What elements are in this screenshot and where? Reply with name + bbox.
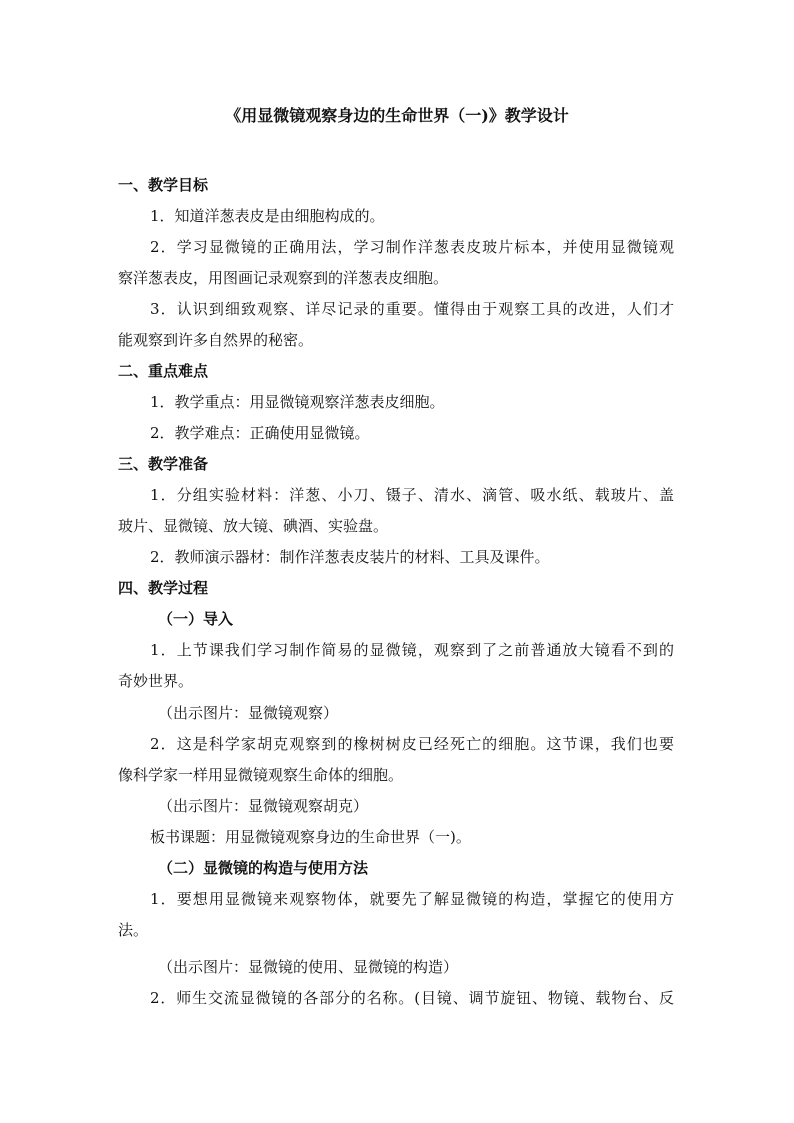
section-heading-process: 四、教学过程 — [118, 579, 209, 597]
paragraph-line: （出示图片：显微镜观察） — [158, 704, 339, 722]
paragraph-line: 2．教师演示器材：制作洋葱表皮装片的材料、工具及课件。 — [150, 548, 550, 566]
section-heading-key-points: 二、重点难点 — [118, 362, 209, 380]
paragraph-line: 1．教学重点：用显微镜观察洋葱表皮细胞。 — [150, 393, 445, 411]
section-heading-objectives: 一、教学目标 — [118, 176, 209, 194]
paragraph-line: 奇妙世界。 — [118, 672, 194, 690]
paragraph-line: 玻片、显微镜、放大镜、碘酒、实验盘。 — [118, 517, 389, 535]
paragraph-line: 板书课题：用显微镜观察身边的生命世界（一)。 — [150, 828, 471, 846]
paragraph-line: 1．上节课我们学习制作简易的显微镜，观察到了之前普通放大镜看不到的 — [150, 641, 674, 659]
paragraph-line: 1．分组实验材料：洋葱、小刀、镊子、清水、滴管、吸水纸、载玻片、盖 — [150, 486, 674, 504]
paragraph-line: 2．教学难点：正确使用显微镜。 — [150, 424, 370, 442]
document-title: 《用显微镜观察身边的生命世界（一)》教学设计 — [225, 106, 569, 125]
paragraph-line: 1．知道洋葱表皮是由细胞构成的。 — [150, 207, 385, 225]
paragraph-line: （出示图片：显微镜观察胡克） — [158, 797, 369, 815]
paragraph-line: 2．这是科学家胡克观察到的橡树树皮已经死亡的细胞。这节课，我们也要 — [150, 735, 674, 753]
paragraph-line: 察洋葱表皮，用图画记录观察到的洋葱表皮细胞。 — [118, 269, 449, 287]
paragraph-line: （出示图片：显微镜的使用、显微镜的构造） — [158, 958, 459, 976]
paragraph-line: 能观察到许多自然界的秘密。 — [118, 331, 314, 349]
subsection-heading-intro: （一）导入 — [158, 610, 234, 628]
paragraph-line: 2．师生交流显微镜的各部分的名称。(目镜、调节旋钮、物镜、载物台、反 — [150, 989, 674, 1007]
subsection-heading-microscope: （二）显微镜的构造与使用方法 — [158, 859, 369, 877]
paragraph-line: 1．要想用显微镜来观察物体，就要先了解显微镜的构造，掌握它的使用方 — [150, 890, 674, 908]
paragraph-line: 3．认识到细致观察、详尽记录的重要。懂得由于观察工具的改进，人们才 — [150, 300, 674, 318]
paragraph-line: 法。 — [118, 921, 149, 939]
section-heading-preparation: 三、教学准备 — [118, 455, 209, 473]
paragraph-line: 像科学家一样用显微镜观察生命体的细胞。 — [118, 766, 404, 784]
paragraph-line: 2．学习显微镜的正确用法，学习制作洋葱表皮玻片标本，并使用显微镜观 — [150, 238, 674, 256]
